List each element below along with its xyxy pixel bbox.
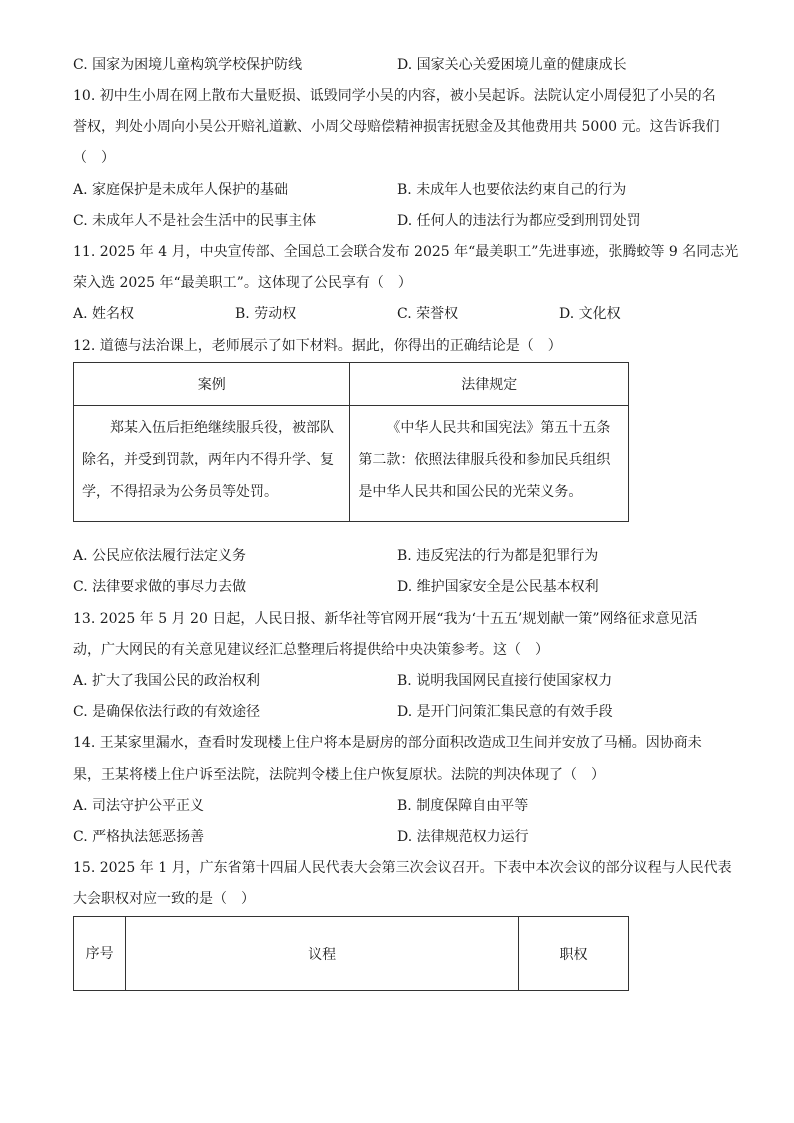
q13-option-d: D. 是开门问策汇集民意的有效手段: [397, 704, 613, 720]
table-header-case: 案例: [74, 363, 350, 406]
q14-option-c: C. 严格执法惩恶扬善: [73, 829, 205, 845]
q11-option-b: B. 劳动权: [235, 306, 297, 322]
q15-agenda-table: [73, 916, 629, 991]
q12-option-b: B. 违反宪法的行为都是犯罪行为: [397, 548, 599, 564]
q13-option-b: B. 说明我国网民直接行使国家权力: [397, 673, 613, 689]
table-cell-law: 《中华人民共和国宪法》第五十五条第二款：依照法律服兵役和参加民兵组织是中华人民共和国公民的光荣义务。: [350, 406, 629, 522]
q11-option-a: A. 姓名权: [73, 306, 135, 322]
q9-option-d: D. 国家关心关爱困境儿童的健康成长: [397, 57, 627, 73]
table-header-agenda: 议程: [126, 917, 519, 991]
q13-option-c: C. 是确保依法行政的有效途径: [73, 704, 261, 720]
q13-option-a: A. 扩大了我国公民的政治权利: [73, 673, 261, 689]
q14-stem-line1: 14. 王某家里漏水，查看时发现楼上住户将本是厨房的部分面积改造成卫生间并安放了马桶。因协商未: [73, 735, 702, 751]
q12-option-d: D. 维护国家安全是公民基本权利: [397, 579, 599, 595]
q11-stem-line1: 11. 2025 年 4 月，中央宣传部、全国总工会联合发布 2025 年“最美职工”先进事迹，张腾蛟等 9 名同志光: [73, 244, 739, 260]
q10-stem-line2: 誉权，判处小周向小吴公开赔礼道歉、小周父母赔偿精神损害抚慰金及其他费用共 5000 元。这告诉我们: [73, 119, 720, 135]
table-header-no: 序号: [74, 917, 126, 991]
q9-option-c: C. 国家为困境儿童构筑学校保护防线: [73, 57, 303, 73]
table-header-law: 法律规定: [350, 363, 629, 406]
q12-stem: 12. 道德与法治课上，老师展示了如下材料。据此，你得出的正确结论是（ ）: [73, 338, 562, 354]
q15-stem-line1: 15. 2025 年 1 月，广东省第十四届人民代表大会第三次会议召开。下表中本次会议的部分议程与人民代表: [73, 860, 732, 876]
table-cell-case: 郑某入伍后拒绝继续服兵役，被部队除名，并受到罚款，两年内不得升学、复学，不得招录为公务员等处罚。: [74, 406, 350, 522]
q10-stem-line3: （ ）: [73, 150, 115, 166]
q12-option-c: C. 法律要求做的事尽力去做: [73, 579, 247, 595]
q14-stem-line2: 果，王某将楼上住户诉至法院，法院判令楼上住户恢复原状。法院的判决体现了（ ）: [73, 767, 605, 783]
q14-option-a: A. 司法守护公平正义: [73, 798, 205, 814]
q10-option-a: A. 家庭保护是未成年人保护的基础: [73, 182, 289, 198]
q10-stem-line1: 10. 初中生小周在网上散布大量贬损、诋毁同学小吴的内容，被小吴起诉。法院认定小周侵犯了小吴的名: [73, 88, 716, 104]
q11-option-c: C. 荣誉权: [397, 306, 459, 322]
q10-option-b: B. 未成年人也要依法约束自己的行为: [397, 182, 627, 198]
q14-option-b: B. 制度保障自由平等: [397, 798, 529, 814]
table-header-power: 职权: [518, 917, 628, 991]
q10-option-d: D. 任何人的违法行为都应受到刑罚处罚: [397, 213, 641, 229]
q14-option-d: D. 法律规范权力运行: [397, 829, 529, 845]
q15-stem-line2: 大会职权对应一致的是（ ）: [73, 891, 255, 907]
q11-stem-line2: 荣入选 2025 年“最美职工”。这体现了公民享有（ ）: [73, 275, 412, 291]
q13-stem-line1: 13. 2025 年 5 月 20 日起，人民日报、新华社等官网开展“我为‘十五五’规划献一策”网络征求意见活: [73, 611, 698, 627]
q12-material-table: [73, 362, 629, 522]
q13-stem-line2: 动，广大网民的有关意见建议经汇总整理后将提供给中央决策参考。这（ ）: [73, 642, 549, 658]
q10-option-c: C. 未成年人不是社会生活中的民事主体: [73, 213, 317, 229]
q11-option-d: D. 文化权: [559, 306, 621, 322]
q12-option-a: A. 公民应依法履行法定义务: [73, 548, 247, 564]
